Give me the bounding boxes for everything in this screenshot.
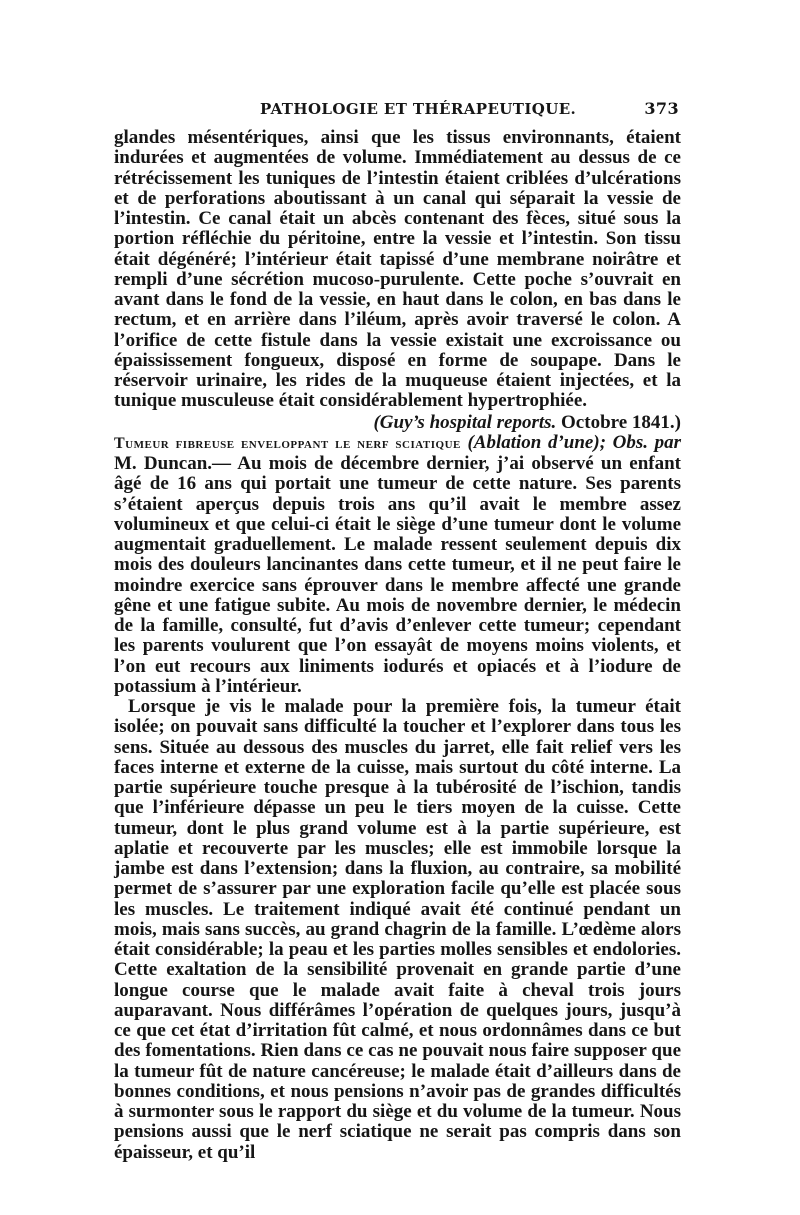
article-heading: Tumeur fibreuse enveloppant le nerf sciatique	[114, 434, 461, 452]
page-number: 373	[644, 99, 679, 118]
article-heading-italic: (Ablation d’une);	[467, 431, 607, 453]
article-second-paragraph: Lorsque je vis le malade pour la première fois, la tumeur était isolée; on pouvait sans difficulté la toucher et l’explorer dans tous les sens. Située au dessous des muscles du jarret, elle fait relief vers les faces interne et externe de la cuisse, mais surtout du côté interne. La partie supérieure touche presque à la tubérosité de l’ischion, tandis que l’inférieure dépasse un peu le tiers moyen de la cuisse. Cette tumeur, dont le plus grand volume est à la partie supérieure, est aplatie et recouverte par les muscles; elle est immobile lorsque la jambe est dans l’extension; dans la fluxion, au contraire, sa mobilité permet de s’assurer par une exploration facile qu’elle est placée sous les muscles. Le traitement indiqué avait été continué pendant un mois, mais sans succès, au grand chagrin de la famille. L’œdème alors était considérable; la peau et les parties molles sensibles et endolories. Cette exaltation de la sensibilité provenait en grande partie d’une longue course que le malade avait faite à cheval trois jours auparavant. Nous différâmes l’opération de quelques jours, jusqu’à ce que cet état d’irritation fût calmé, et nous ordonnâmes dans ce but des fomentations. Rien dans ce cas ne pouvait nous faire supposer que la tumeur fût de nature cancéreuse; le malade était d’ailleurs dans de bonnes conditions, et nous pensions n’avoir pas de grandes difficultés à surmonter sous le rapport du siège et du volume de la tumeur. Nous pensions aussi que le nerf sciatique ne serait pas compris dans son épaisseur, et qu’il	[114, 696, 681, 1163]
page-body	[114, 128, 681, 1163]
article-text-1: Au mois de décembre dernier, j’ai observé un enfant âgé de 16 ans qui portait une tumeur de cette nature. Ses parents s’étaient aperçus depuis trois ans qu’il avait le membre assez volumineux et que celui-ci était le siège d’une tumeur dont le volume augmentait graduellement. Le malade ressent seulement depuis dix mois des douleurs lancinantes dans cette tumeur, et il ne peut faire le moindre exercice sans éprouver dans le membre affecté une grande gêne et une fatigue subite. Au mois de novembre dernier, le médecin de la famille, consulté, fut d’avis d’enlever cette tumeur; cependant les parents voulurent que l’on essayât de moyens moins violents, et l’on eut recours aux liniments iodurés et opiacés et à l’iodure de potassium à l’intérieur.	[114, 453, 681, 697]
observation-label: Obs. par	[612, 431, 682, 453]
reference-source: (Guy’s hospital reports.	[373, 411, 557, 433]
article-author: M. Duncan.—	[114, 453, 232, 474]
reference-date: Octobre 1841.)	[561, 411, 681, 433]
continued-paragraph: glandes mésentériques, ainsi que les tissus environnants, étaient indurées et augmentées de volume. Immédiatement au dessus de ce rétrécissement les tuniques de l’intestin étaient criblées d’ulcérations et de perforations aboutissant à un canal qui séparait la vessie de l’intestin. Ce canal était un abcès contenant des fèces, situé sous la portion réfléchie du péritoine, entre la vessie et l’intestin. Son tissu était dégénéré; l’intérieur était tapissé d’une membrane noirâtre et rempli d’une sécrétion mucoso-purulente. Cette poche s’ouvrait en avant dans le fond de la vessie, en haut dans le colon, en bas dans le rectum, et en arrière dans l’iléum, après avoir traversé le colon. A l’orifice de cette fistule dans la vessie existait une excroissance ou épaississement fongueux, disposé en forme de soupape. Dans le réservoir urinaire, les rides de la muqueuse étaient injectées, et la tunique musculeuse était considérablement hypertrophiée.	[114, 127, 681, 412]
book-page	[114, 96, 681, 1163]
source-reference	[114, 413, 681, 433]
running-header	[114, 96, 681, 126]
running-title: PATHOLOGIE ET THÉRAPEUTIQUE.	[260, 100, 577, 118]
article-first-paragraph	[114, 433, 681, 697]
